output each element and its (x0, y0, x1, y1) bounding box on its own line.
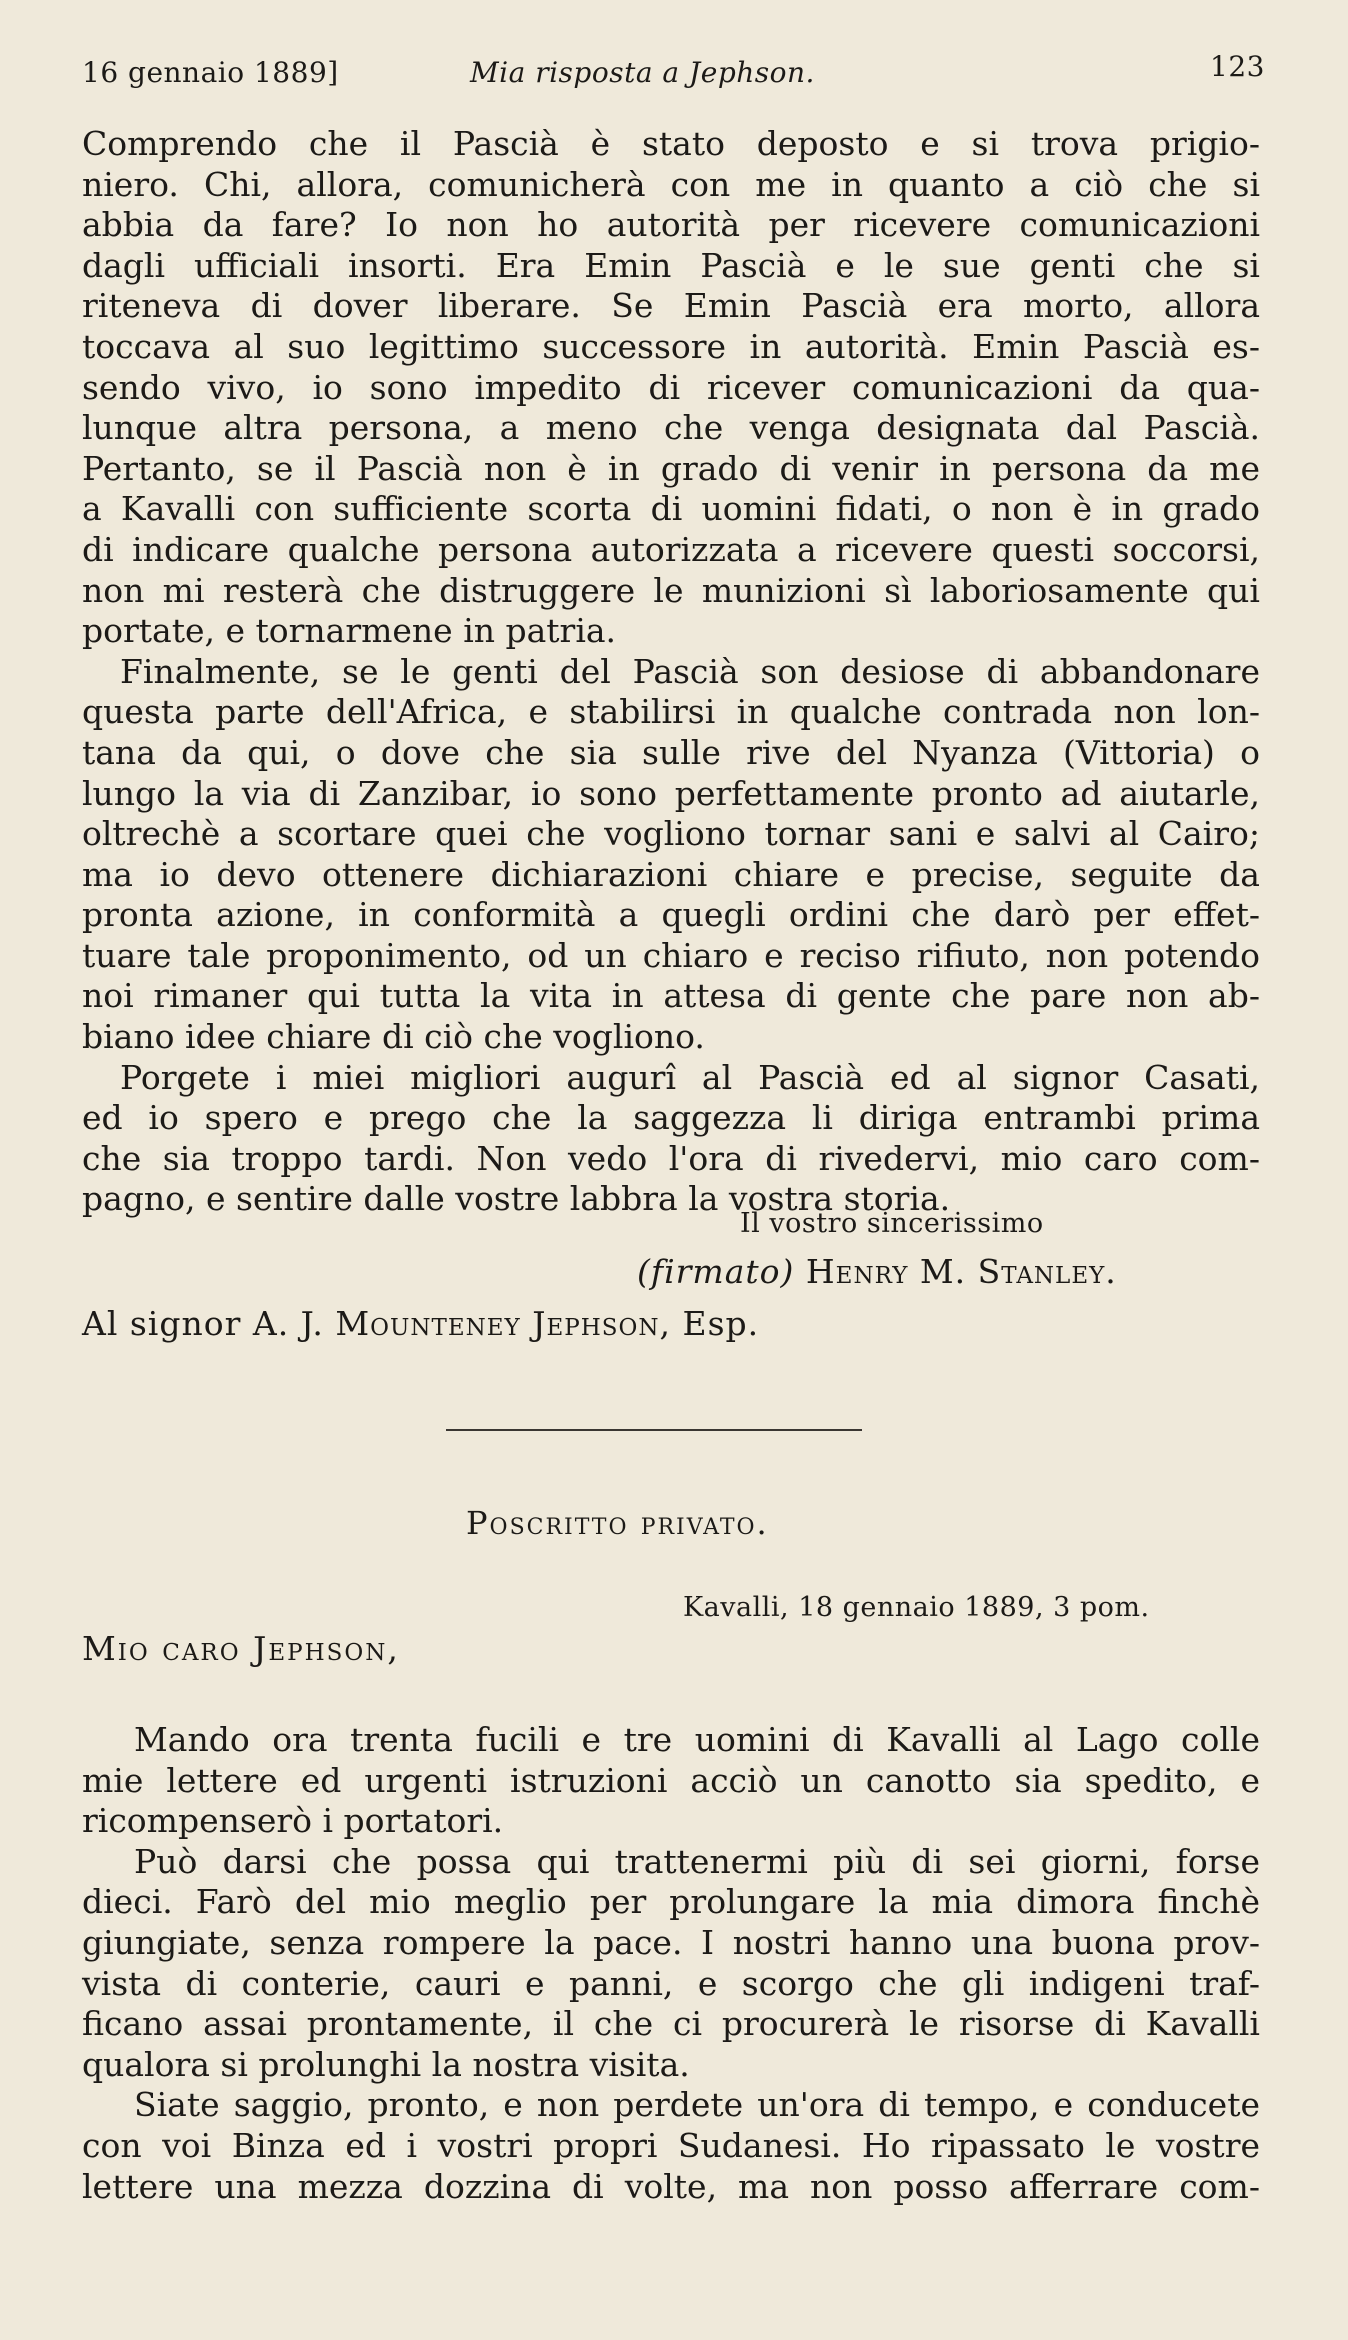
closing-line: Il vostro sincerissimo (740, 1208, 1044, 1239)
text-line: abbia da fare? Io non ho autorità per ricevere comunicazioni (82, 205, 1260, 245)
addressee-name: Mounteney Jephson, (335, 1304, 671, 1343)
text-line: che sia troppo tardi. Non vedo l'ora di rivedervi, mio caro com- (82, 1138, 1260, 1178)
text-line: riteneva di dover liberare. Se Emin Pascià era morto, allora (82, 286, 1260, 326)
running-header (82, 50, 1265, 100)
paragraph (82, 652, 1260, 1058)
text-line: ficano assai prontamente, il che ci procurerà le risorse di Kavalli (82, 2004, 1260, 2044)
postscript-title: Poscritto privato. (466, 1504, 769, 1542)
paragraph (82, 1058, 1260, 1220)
section-divider (446, 1429, 862, 1431)
text-line: pronta azione, in conformità a quegli ordini che darò per effet- (82, 895, 1260, 935)
letter-body (82, 124, 1260, 1220)
text-line: ricompenserò i portatori. (82, 1801, 504, 1841)
text-line: dagli ufficiali insorti. Era Emin Pascià e le sue genti che si (82, 245, 1260, 285)
text-line: pagno, e sentire dalle vostre labbra la vostra storia. (82, 1179, 951, 1219)
signature-line (637, 1252, 1117, 1291)
text-line: mie lettere ed urgenti istruzioni acciò un canotto sia spedito, e (82, 1760, 1260, 1800)
text-line: Mando ora trenta fucili e tre uomini di Kavalli al Lago colle (134, 1720, 1260, 1759)
paragraph (82, 1842, 1260, 2086)
signed-prefix: (firmato) (637, 1252, 795, 1291)
paragraph (82, 1720, 1260, 1842)
addressee-line (82, 1304, 759, 1343)
text-line: questa parte dell'Africa, e stabilirsi in qualche contrada non lon- (82, 692, 1260, 732)
text-line: di indicare qualche persona autorizzata a ricevere questi soccorsi, (82, 529, 1260, 569)
text-line: con voi Binza ed i vostri propri Sudanesi. Ho ripassato le vostre (82, 2125, 1260, 2165)
text-line: giungiate, senza rompere la pace. I nostri hanno una buona prov- (82, 1922, 1260, 1962)
postscript-salutation: Mio caro Jephson, (82, 1629, 400, 1668)
header-title: Mia risposta a Jephson. (470, 56, 815, 89)
page-number: 123 (1210, 50, 1265, 83)
header-date: 16 gennaio 1889] (82, 56, 339, 89)
text-line: sendo vivo, io sono impedito di ricever comunicazioni da qua- (82, 367, 1260, 407)
signer-name: Henry M. Stanley. (805, 1252, 1117, 1291)
text-line: vista di conterie, cauri e panni, e scorgo che gli indigeni traf- (82, 1963, 1260, 2003)
text-line: Siate saggio, pronto, e non perdete un'ora di tempo, e conducete (134, 2085, 1260, 2125)
text-line: niero. Chi, allora, comunicherà con me in quanto a ciò che si (82, 164, 1260, 204)
text-line: Finalmente, se le genti del Pascià son desiose di abbandonare (120, 651, 1260, 691)
text-line: lungo la via di Zanzibar, io sono perfettamente pronto ad aiutarle, (82, 773, 1260, 813)
text-line: tuare tale proponimento, od un chiaro e reciso rifiuto, non potendo (82, 935, 1260, 975)
text-line: qualora si prolunghi la nostra visita. (82, 2044, 690, 2084)
text-line: Può darsi che possa qui trattenermi più di sei giorni, forse (134, 1841, 1260, 1881)
text-line: ed io spero e prego che la saggezza li diriga entrambi prima (82, 1098, 1260, 1138)
text-line: Pertanto, se il Pascià non è in grado di venir in persona da me (82, 448, 1260, 488)
text-line: ma io devo ottenere dichiarazioni chiare e precise, seguite da (82, 854, 1260, 894)
text-line: a Kavalli con sufficiente scorta di uomini fidati, o non è in grado (82, 489, 1260, 529)
text-line: dieci. Farò del mio meglio per prolungare la mia dimora finchè (82, 1882, 1260, 1922)
text-line: tana da qui, o dove che sia sulle rive del Nyanza (Vittoria) o (82, 732, 1260, 772)
paragraph (82, 2085, 1260, 2207)
addressee-suffix: Esp. (682, 1304, 760, 1343)
text-line: Comprendo che il Pascià è stato deposto e si trova prigio- (82, 124, 1260, 163)
text-line: noi rimaner qui tutta la vita in attesa di gente che pare non ab- (82, 976, 1260, 1016)
text-line: Porgete i miei migliori augurî al Pascià ed al signor Casati, (120, 1057, 1260, 1097)
addressee-prefix: Al signor A. J. (82, 1304, 324, 1343)
paragraph (82, 124, 1260, 652)
text-line: non mi resterà che distruggere le munizioni sì laboriosamente qui (82, 570, 1260, 610)
text-line: toccava al suo legittimo successore in autorità. Emin Pascià es- (82, 326, 1260, 366)
text-line: portate, e tornarmene in patria. (82, 611, 617, 651)
text-line: lettere una mezza dozzina di volte, ma non posso afferrare com- (82, 2166, 1260, 2206)
text-line: lunque altra persona, a meno che venga designata dal Pascià. (82, 408, 1260, 448)
text-line: biano idee chiare di ciò che vogliono. (82, 1017, 705, 1057)
postscript-dateline: Kavalli, 18 gennaio 1889, 3 pom. (683, 1592, 1150, 1623)
postscript-body (82, 1720, 1260, 2207)
text-line: oltrechè a scortare quei che vogliono tornar sani e salvi al Cairo; (82, 814, 1260, 854)
